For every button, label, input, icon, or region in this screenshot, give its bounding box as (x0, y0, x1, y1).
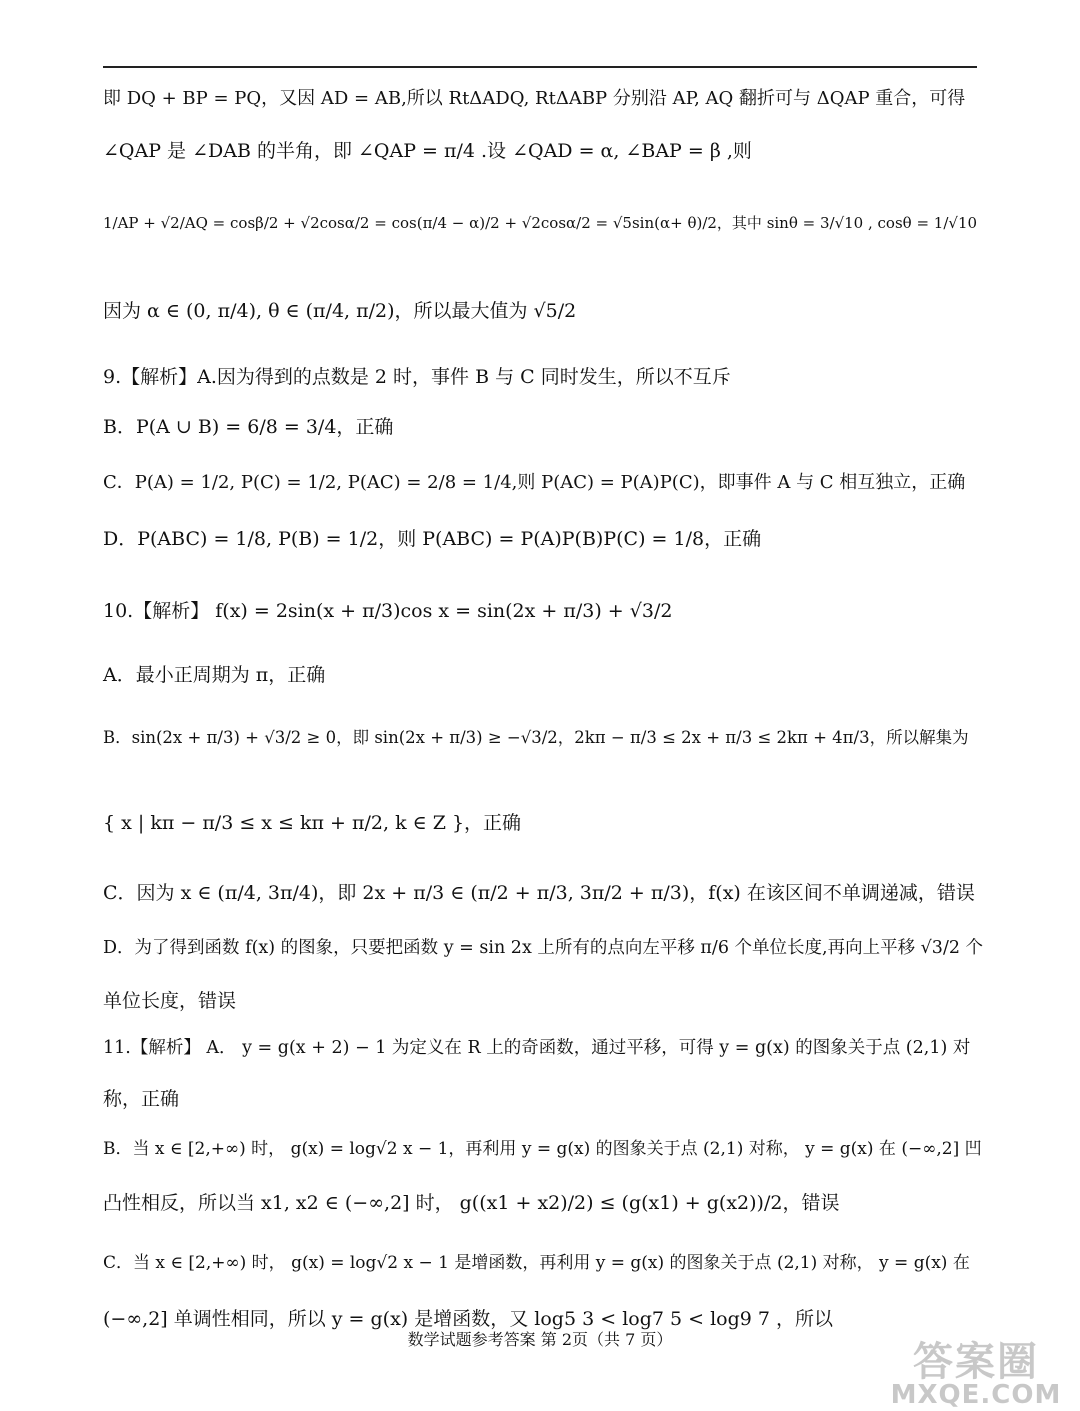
text-line: 因为 α ∈ (0, π/4), θ ∈ (π/4, π/2)，所以最大值为 √5/2 (103, 300, 577, 322)
text-line: ∠QAP 是 ∠DAB 的半角，即 ∠QAP = π/4 .设 ∠QAD = α, ∠BAP = β ,则 (103, 140, 752, 162)
text-line: 称，正确 (103, 1088, 180, 1110)
text-line: { x | kπ − π/3 ≤ x ≤ kπ + π/2, k ∈ Z }，正确 (103, 812, 522, 834)
text-line: C．当 x ∈ [2,+∞) 时， g(x) = log√2 x − 1 是增函数，再利用 y = g(x) 的图象关于点 (2,1) 对称， y = g(x) 在 (103, 1253, 970, 1273)
header-rule (103, 66, 977, 68)
text-line: D．P(ABC) = 1/8, P(B) = 1/2，则 P(ABC) = P(A)P(B)P(C) = 1/8，正确 (103, 528, 762, 550)
text-line: B．sin(2x + π/3) + √3/2 ≥ 0，即 sin(2x + π/3) ≥ −√3/2，2kπ − π/3 ≤ 2x + π/3 ≤ 2kπ + 4π/3，所以解集为 (103, 728, 969, 747)
text-line: 11.【解析】 A． y = g(x + 2) − 1 为定义在 R 上的奇函数，通过平移，可得 y = g(x) 的图象关于点 (2,1) 对 (103, 1038, 971, 1058)
text-line: 10.【解析】 f(x) = 2sin(x + π/3)cos x = sin(2x + π/3) + √3/2 (103, 600, 673, 622)
text-line: B．P(A ∪ B) = 6/8 = 3/4，正确 (103, 416, 394, 438)
text-line: B．当 x ∈ [2,+∞) 时， g(x) = log√2 x − 1，再利用 y = g(x) 的图象关于点 (2,1) 对称， y = g(x) 在 (−∞,2] 凹 (103, 1139, 982, 1159)
text-line: 9.【解析】A.因为得到的点数是 2 时，事件 B 与 C 同时发生，所以不互斥 (103, 366, 731, 388)
text-line: C．P(A) = 1/2, P(C) = 1/2, P(AC) = 2/8 = 1/4,则 P(AC) = P(A)P(C)，即事件 A 与 C 相互独立，正确 (103, 472, 966, 493)
watermark-text: 答案圈 (913, 1339, 1039, 1385)
formula-line: 1/AP + √2/AQ = cosβ/2 + √2cosα/2 = cos(π/4 − α)/2 + √2cosα/2 = √5sin(α+ θ)/2，其中 sinθ = 3/√10 , cosθ = 1/√10 (103, 214, 978, 232)
text-line: (−∞,2] 单调性相同，所以 y = g(x) 是增函数，又 log5 3 < log7 5 < log9 7 ，所以 (103, 1308, 834, 1330)
watermark-url: MXQE.COM (890, 1380, 1062, 1410)
text-line: 单位长度，错误 (103, 990, 237, 1012)
watermark-logo (878, 1339, 1074, 1410)
text-line: D．为了得到函数 f(x) 的图象，只要把函数 y = sin 2x 上所有的点向左平移 π/6 个单位长度,再向上平移 √3/2 个 (103, 938, 984, 958)
text-line: 即 DQ + BP = PQ，又因 AD = AB,所以 RtΔADQ, RtΔABP 分别沿 AP, AQ 翻折可与 ΔQAP 重合，可得 (103, 88, 966, 109)
text-line: 凸性相反，所以当 x1, x2 ∈ (−∞,2] 时， g((x1 + x2)/2) ≤ (g(x1) + g(x2))/2，错误 (103, 1192, 840, 1214)
text-line: C．因为 x ∈ (π/4, 3π/4)，即 2x + π/3 ∈ (π/2 + π/3, 3π/2 + π/3)，f(x) 在该区间不单调递减，错误 (103, 882, 975, 904)
page-footer: 数学试题参考答案 第 2页（共 7 页） (407, 1330, 673, 1349)
text-line: A．最小正周期为 π，正确 (103, 664, 326, 686)
